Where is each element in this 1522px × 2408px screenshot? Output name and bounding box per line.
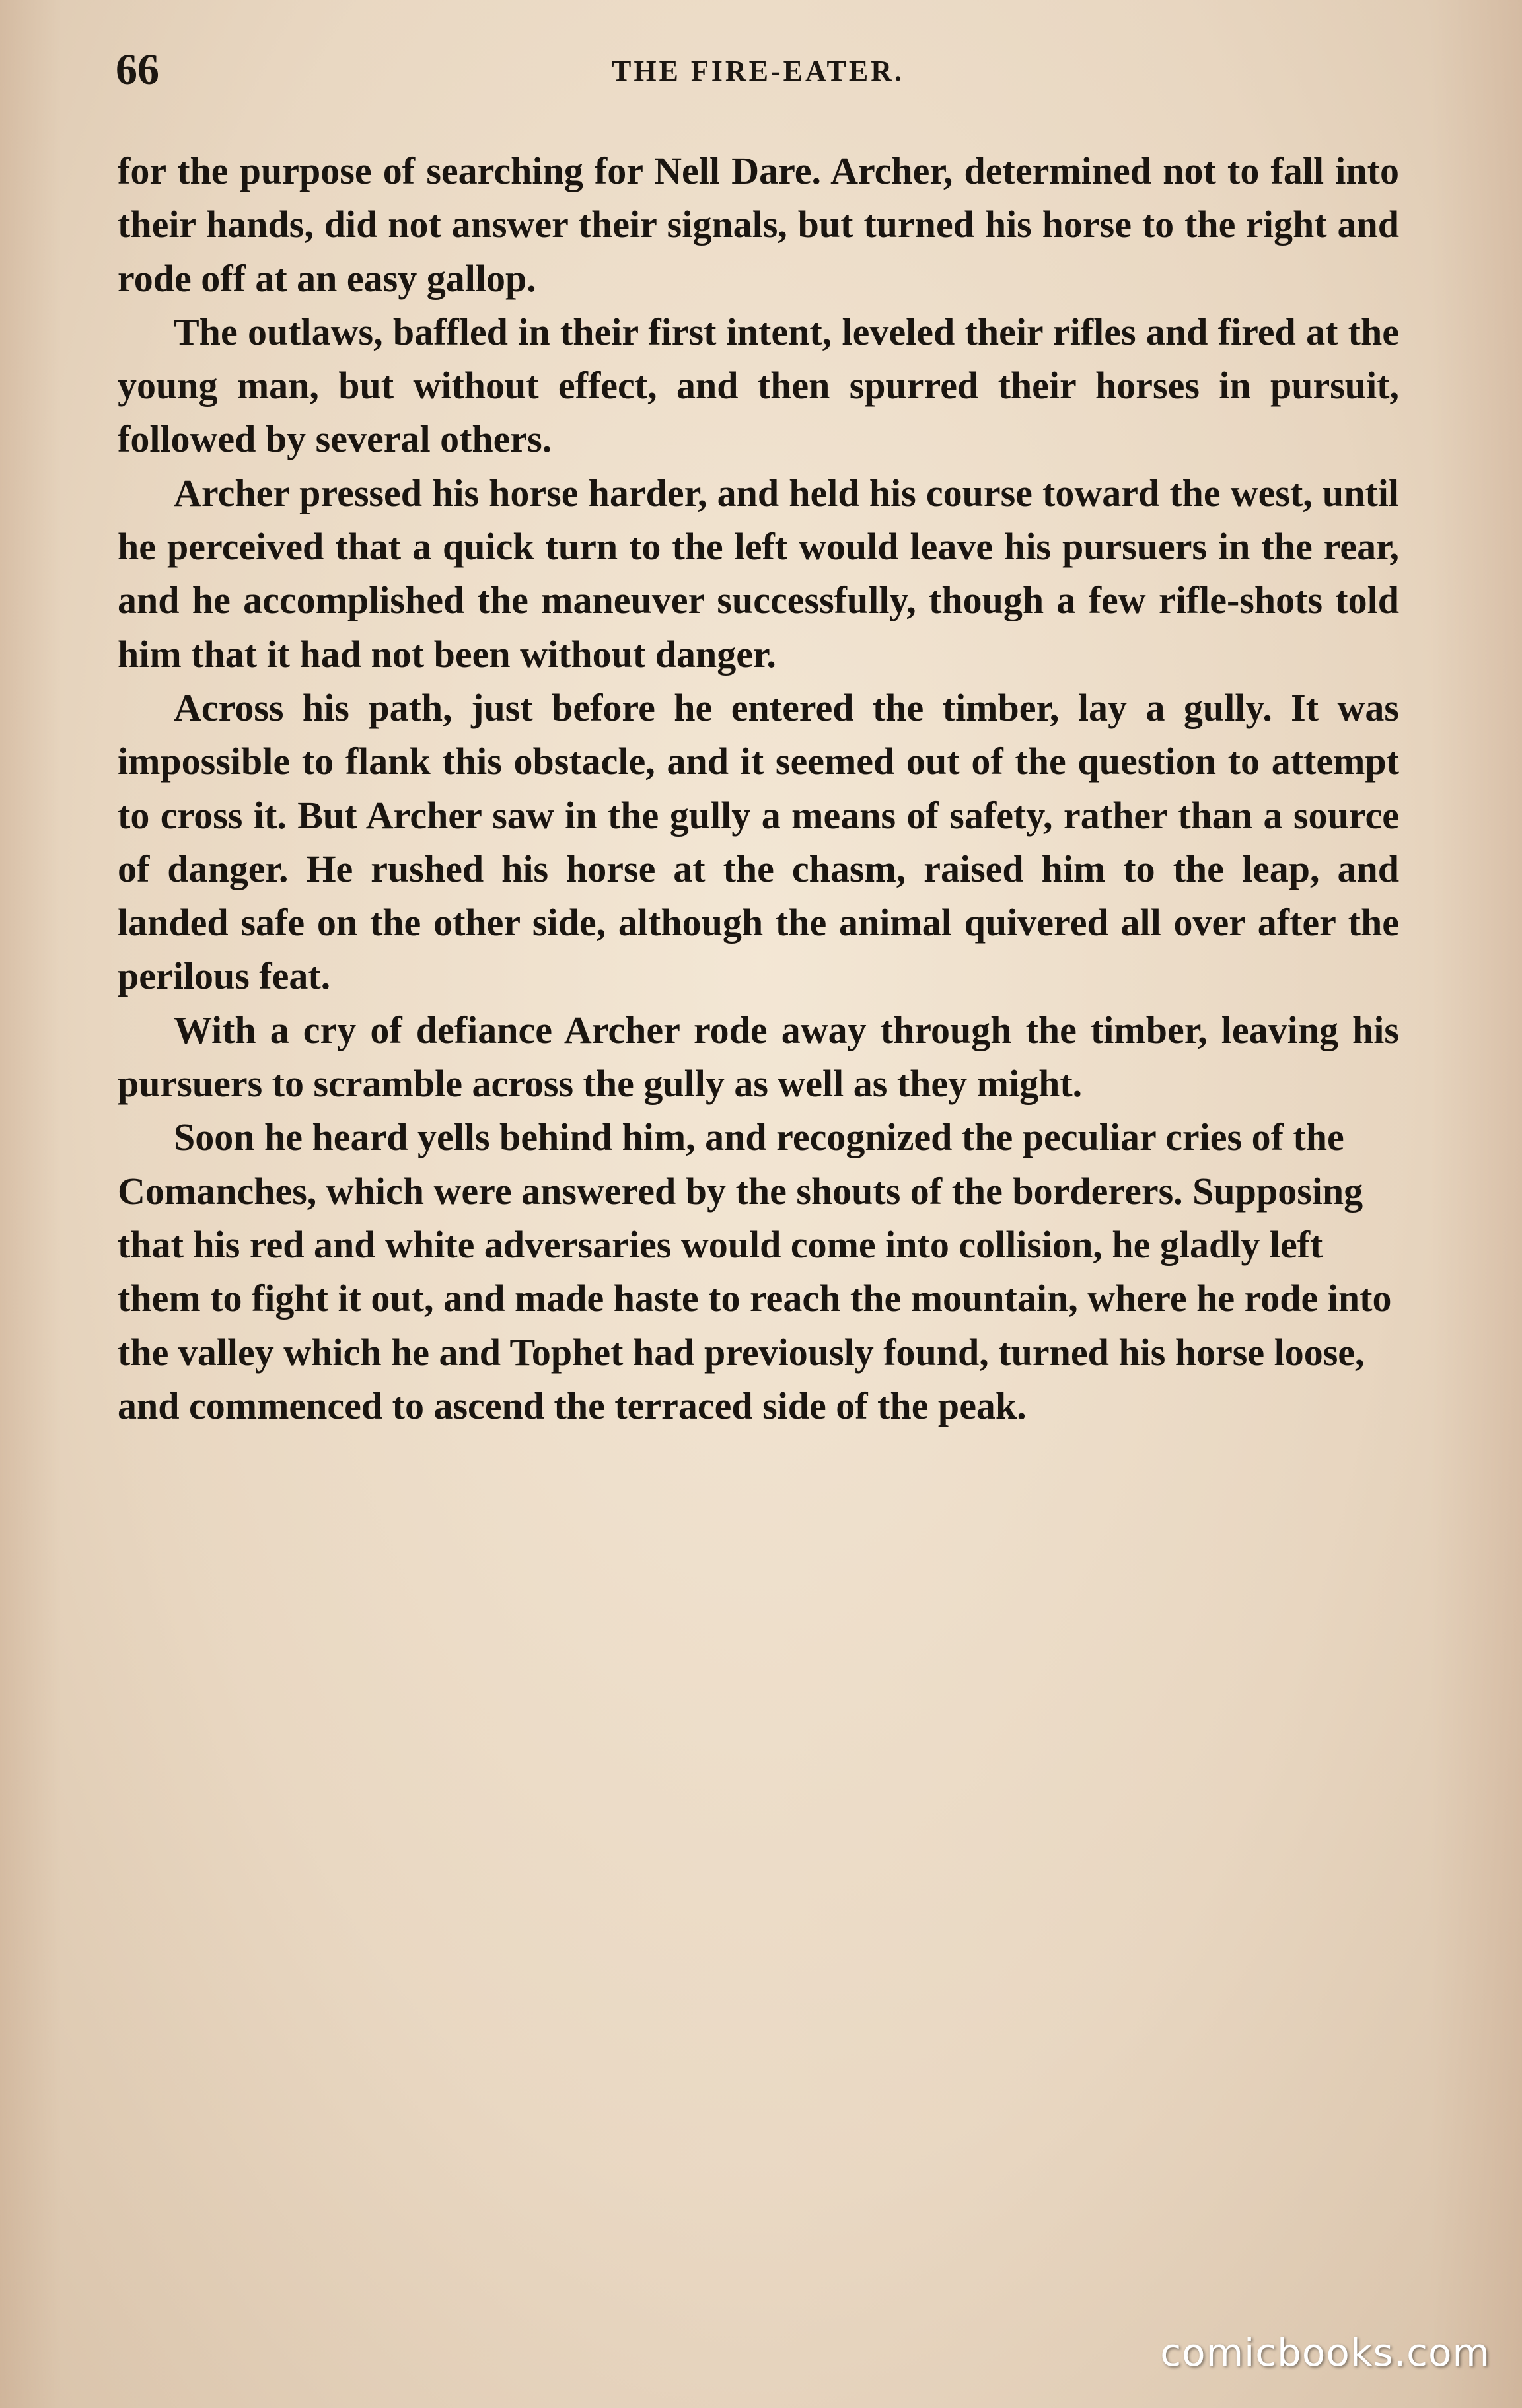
body-text <box>118 144 1399 1433</box>
paragraph: Soon he heard yells behind him, and recognized the peculiar cries of the Comanches, which were answered by the shouts of the borderers. Supposing that his red and white adversaries would come into collision, he gladly left them to fight it out, and made haste to reach the mountain, where he rode into the valley which he and Tophet had previously found, turned his horse loose, and commenced to ascend the terraced side of the peak. <box>118 1115 1392 1427</box>
paragraph: Archer pressed his horse harder, and held his course toward the west, until he perceived that a quick turn to the left would leave his pursuers in the rear, and he accomplished the maneuver successfully, though a few rifle-shots told him that it had not been without danger. <box>118 471 1399 676</box>
paragraph: With a cry of defiance Archer rode away through the timber, leaving his pursuers to scramble across the gully as well as they might. <box>118 1008 1399 1106</box>
running-head: THE FIRE-EATER. <box>611 55 905 87</box>
page-header <box>116 40 1400 99</box>
watermark-logo: comicbooks.com <box>1160 2330 1490 2375</box>
paragraph: Across his path, just before he entered the timber, lay a gully. It was impossible to flank this obstacle, and it seemed out of the question to attempt to cross it. But Archer saw in the gully a means of safety, rather than a source of danger. He rushed his horse at the chasm, raised him to the leap, and landed safe on the other side, although the animal quivered all over after the perilous feat. <box>118 686 1399 998</box>
page-number: 66 <box>116 46 159 94</box>
paragraph: The outlaws, baffled in their first intent, leveled their rifles and fired at the young man, but without effect, and then spurred their horses in pursuit, followed by several others. <box>118 310 1399 461</box>
paragraph: for the purpose of searching for Nell Dare. Archer, determined not to fall into their hands, did not answer their signals, but turned his horse to the right and rode off at an easy gallop. <box>118 149 1399 300</box>
